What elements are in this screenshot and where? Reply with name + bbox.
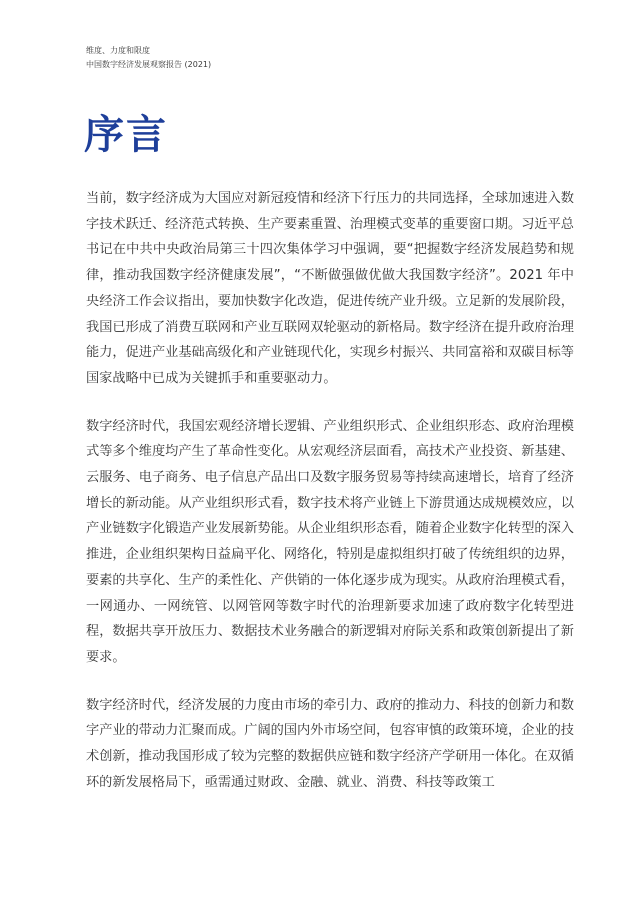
paragraph-2: 数字经济时代，我国宏观经济增长逻辑、产业组织形式、企业组织形态、政府治理模式等多个维度均产生了革命性变化。从宏观经济层面看，高技术产业投资、新基建、云服务、电子商务、电子信息产品出口及数字服务贸易等持续高速增长，培育了经济增长的新动能。从产业组织形式看，数字技术将产业链上下游贯通达成规模效应，以产业链数字化锻造产业发展新势能。从企业组织形态看，随着企业数字化转型的深入推进，企业组织架构日益扁平化、网络化，特别是虚拟组织打破了传统组织的边界，要素的共享化、生产的柔性化、产供销的一体化逐步成为现实。从政府治理模式看，一网通办、一网统管、以网管网等数字时代的治理新要求加速了政府数字化转型进程，数据共享开放压力、数据技术业务融合的新逻辑对府际关系和政策创新提出了新要求。 (86, 418, 574, 665)
header-report-title: 中国数字经济发展观察报告 (2021) (86, 60, 212, 69)
page-title: 序言 (84, 112, 168, 158)
body-text (86, 186, 574, 817)
paragraph-1: 当前，数字经济成为大国应对新冠疫情和经济下行压力的共同选择，全球加速进入数字技术跃迁、经济范式转换、生产要素重置、治理模式变革的重要窗口期。习近平总书记在中共中央政治局第三十四次集体学习中强调，要“把握数字经济发展趋势和规律，推动我国数字经济健康发展”，“不断做强做优做大我国数字经济”。2021 年中央经济工作会议指出，要加快数字化改造，促进传统产业升级。立足新的发展阶段，我国已形成了消费互联网和产业互联网双轮驱动的新格局。数字经济在提升政府治理能力，促进产业基础高级化和产业链现代化，实现乡村振兴、共同富裕和双碳目标等国家战略中已成为关键抓手和重要驱动力。 (86, 191, 574, 386)
header-subtitle: 维度、力度和限度 (86, 46, 150, 55)
paragraph-3: 数字经济时代，经济发展的力度由市场的牵引力、政府的推动力、科技的创新力和数字产业的带动力汇聚而成。广阔的国内外市场空间，包容审慎的政策环境，企业的技术创新，推动我国形成了较为完整的数据供应链和数字经济产学研用一体化。在双循环的新发展格局下，亟需通过财政、金融、就业、消费、科技等政策工 (86, 697, 574, 790)
running-header (86, 44, 211, 72)
